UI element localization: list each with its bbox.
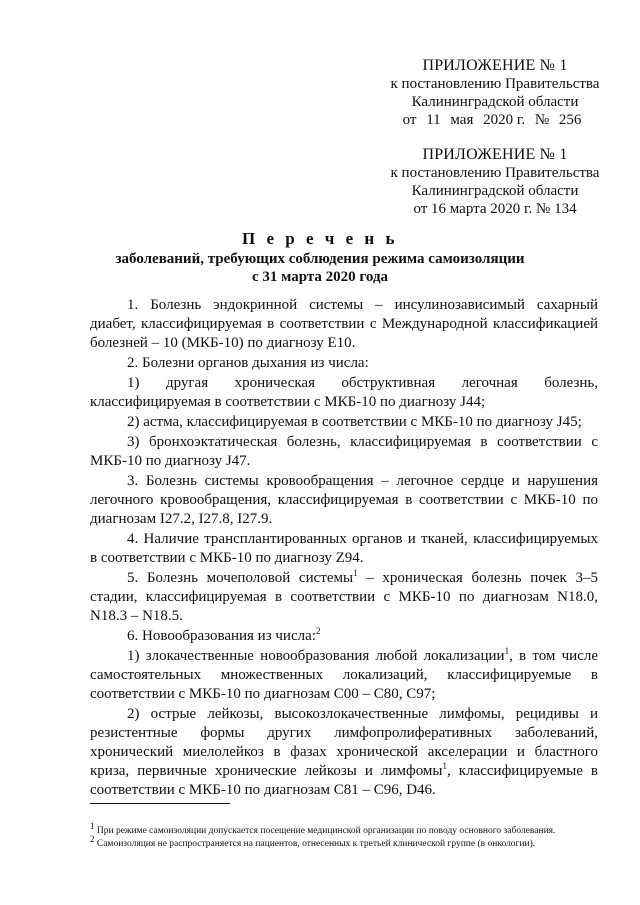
subtitle-line: заболеваний, требующих соблюдения режима самоизоляции bbox=[115, 251, 525, 267]
appendix-line: Калининградской области bbox=[411, 183, 579, 199]
disease-list bbox=[90, 296, 598, 801]
footnote-ref: 1 bbox=[353, 568, 358, 578]
item-text: 2) острые лейкозы, высокозлокачественные лимфомы, рецидивы и резистентные формы других лимфопролиферативных заболеваний, хронический миелолейкоз в фазах хронической акселерации и бластного криза, первичные хронические лейкозы и лимфомы bbox=[90, 706, 598, 779]
footnote-text: При режиме самоизоляции допускается посещение медицинской организации по поводу основного заболевания. bbox=[94, 826, 556, 837]
appendix-date bbox=[370, 111, 620, 129]
appendix-line: Калининградской области bbox=[411, 94, 579, 110]
list-item: 3. Болезнь системы кровообращения – легочное сердце и нарушения легочного кровообращения, классифицируемая в соответствии с МКБ-10 по диагнозам I27.2, I27.8, I27.9. bbox=[90, 473, 598, 527]
list-item bbox=[90, 627, 598, 646]
item-text: 1) злокачественные новообразования любой локализации bbox=[127, 648, 505, 664]
list-subitem: 2) астма, классифицируемая в соответствии с МКБ-10 по диагнозу J45; bbox=[127, 414, 582, 430]
list-item: 4. Наличие трансплантированных органов и тканей, классифицируемых в соответствии с МКБ-10 по диагнозу Z94. bbox=[90, 531, 598, 566]
list-subitem: 3) бронхоэктатическая болезнь, классифицируемая в соответствии с МКБ-10 по диагнозу J47. bbox=[90, 434, 598, 469]
appendix-title: ПРИЛОЖЕНИЕ № 1 bbox=[422, 146, 568, 163]
list-item bbox=[90, 569, 598, 626]
footnote-mark: 1 bbox=[90, 821, 95, 831]
date-prefix: от bbox=[402, 112, 417, 128]
list-subitem bbox=[90, 705, 598, 800]
footnote-ref: 1 bbox=[504, 646, 510, 656]
item-text: 5. Болезнь мочеполовой системы bbox=[127, 570, 354, 586]
item-text: 6. Новообразования из числа: bbox=[127, 628, 316, 644]
appendix-title: ПРИЛОЖЕНИЕ № 1 bbox=[422, 57, 568, 74]
appendix-current-block bbox=[370, 57, 620, 129]
document-title: П е р е ч е н ь bbox=[242, 229, 398, 248]
item-text: , в том числе самостоятельных множественных локализаций, классифицируемые в соответствии с МКБ-10 по диагнозам С00 – С80, С97; bbox=[90, 648, 598, 702]
document-subtitle bbox=[0, 250, 640, 286]
footnote bbox=[90, 821, 602, 838]
appendix-line: к постановлению Правительства bbox=[390, 165, 600, 181]
footnotes bbox=[90, 821, 602, 851]
footnote-separator bbox=[90, 803, 230, 804]
list-item: 1. Болезнь эндокринной системы – инсулинозависимый сахарный диабет, классифицируемая в соответствии с Международной классификацией болезней – 10 (МКБ-10) по диагнозу Е10. bbox=[90, 297, 598, 351]
subtitle-line: с 31 марта 2020 года bbox=[251, 269, 389, 285]
date-month: мая bbox=[450, 112, 474, 128]
appendix-date: от 16 марта 2020 г. № 134 bbox=[413, 201, 577, 217]
item-text: , классифицируемые в соответствии с МКБ-10 по диагнозам С81 – С96, D46. bbox=[90, 763, 598, 798]
footnote-text: Самоизоляция не распространяется на пациентов, отнесенных к третьей клинической группе (в онкологии). bbox=[94, 838, 536, 849]
decree-number: 256 bbox=[558, 112, 582, 128]
list-subitem bbox=[90, 647, 598, 704]
list-item: 2. Болезни органов дыхания из числа: bbox=[127, 355, 369, 371]
item-text: – хроническая болезнь почек 3–5 стадии, классифицируемая в соответствии с МКБ-10 по диагнозам N18.0, N18.3 – N18.5. bbox=[90, 570, 598, 624]
footnote-ref: 1 bbox=[442, 761, 447, 771]
footnote-ref: 2 bbox=[315, 626, 321, 636]
date-day: 11 bbox=[426, 112, 441, 128]
list-subitem: 1) другая хроническая обструктивная легочная болезнь, классифицируемая в соответствии с МКБ-10 по диагнозу J44; bbox=[90, 375, 598, 410]
footnote-mark: 2 bbox=[90, 833, 95, 844]
number-sign: № bbox=[534, 112, 550, 128]
appendix-original-block bbox=[370, 146, 620, 218]
footnote bbox=[90, 833, 602, 851]
date-year: 2020 г. bbox=[483, 112, 526, 128]
appendix-line: к постановлению Правительства bbox=[390, 76, 600, 92]
